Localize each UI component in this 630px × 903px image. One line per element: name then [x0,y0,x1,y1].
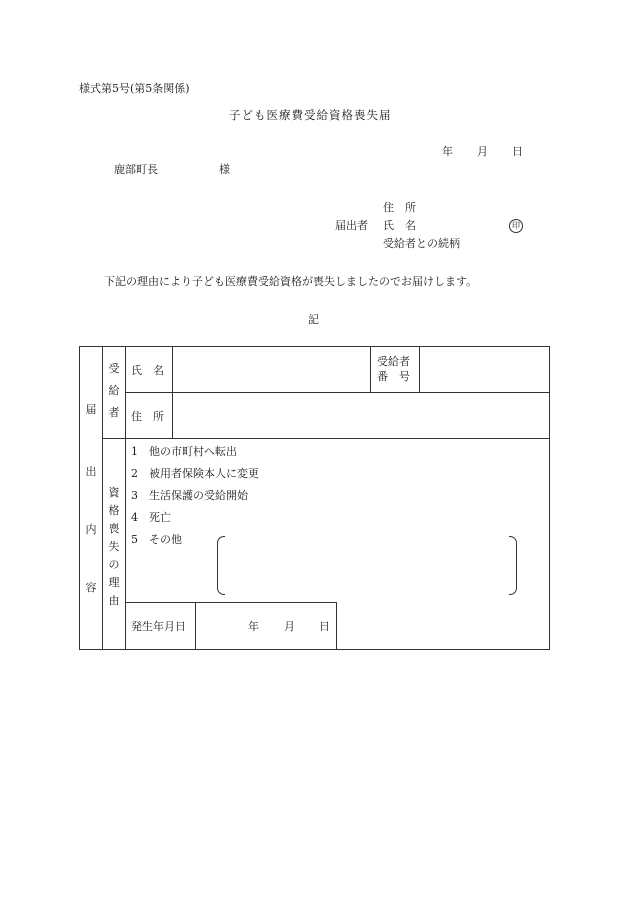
reason-item-5: 5 その他 [131,533,182,546]
recipient-vertical-label: 受 給 者 [108,362,120,419]
occurrence-date-label: 発生年月日 [131,620,186,633]
reason-item-3: 3 生活保護の受給開始 [131,489,248,502]
ki-label: 記 [308,313,319,326]
date-month-label: 月 [477,145,488,158]
occurrence-day-label: 日 [319,620,330,633]
outer-label-todoke-naiyou: 届 出 内 容 [85,403,97,594]
applicant-label: 届出者 [335,219,368,232]
recipient-number-label-1: 受給者 [377,355,410,368]
table-name-label: 氏 名 [131,364,164,377]
reason-item-1: 1 他の市町村へ転出 [131,445,237,458]
addressee-suffix: 様 [219,163,230,176]
occurrence-year-label: 年 [248,620,259,633]
table-address-label: 住 所 [131,410,164,423]
date-year-label: 年 [442,145,453,158]
form-title: 子ども医療費受給資格喪失届 [229,108,392,122]
applicant-name-label: 氏 名 [383,219,416,232]
recipient-number-label-2: 番 号 [377,370,410,383]
reason-vertical-label: 資 格 喪 失 の 理 由 [108,486,120,607]
applicant-relation-label: 受給者との続柄 [383,237,460,250]
occurrence-month-label: 月 [284,620,295,633]
reason-item-4: 4 死亡 [131,511,171,524]
date-day-label: 日 [512,145,523,158]
addressee-name: 鹿部町長 [114,163,158,176]
reason-item-2: 2 被用者保険本人に変更 [131,467,259,480]
intro-text: 下記の理由により子ども医療費受給資格が喪失しましたのでお届けします。 [104,275,478,288]
other-reason-bracket-left [217,536,225,595]
seal-mark: 印 [509,219,523,233]
applicant-address-label: 住 所 [383,201,416,214]
form-number: 様式第5号(第5条関係) [79,82,190,95]
other-reason-bracket-right [509,536,517,595]
